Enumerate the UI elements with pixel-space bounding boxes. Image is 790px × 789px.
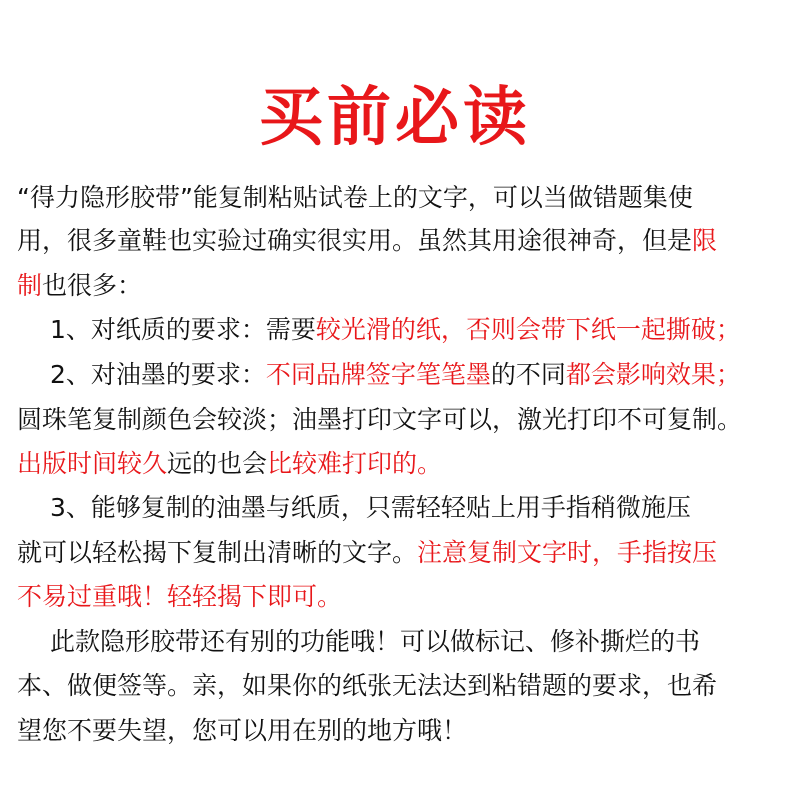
text-line [17, 579, 777, 615]
text-line [17, 312, 777, 348]
body-text: 此款隐形胶带还有别的功能哦！可以做标记、修补撕烂的书 [17, 627, 700, 656]
page-title: 买前必读 [259, 81, 531, 155]
body-text: 就可以轻松揭下复制出清晰的文字。 [17, 538, 418, 567]
text-line [17, 624, 777, 660]
body-text: “得力隐形胶带”能复制粘贴试卷上的文字，可以当做错题集使 [17, 183, 693, 212]
body-text: 3、能够复制的油墨与纸质，只需轻轻贴上用手指稍微施压 [17, 493, 691, 522]
text-line [17, 268, 777, 304]
body-text: 2、对油墨的要求： [17, 360, 266, 389]
highlight-text: 都会影响效果； [565, 360, 741, 389]
text-line [17, 668, 777, 704]
body-text: 远的也会 [167, 449, 268, 478]
text-line [17, 535, 777, 571]
text-line [17, 490, 777, 526]
highlight-text: 限 [692, 226, 718, 255]
text-line [17, 446, 777, 482]
text-line [17, 223, 777, 259]
highlight-text: 不易过重哦！轻轻揭下即可。 [17, 582, 343, 611]
highlight-text: 比较难打印的。 [267, 449, 443, 478]
body-text: 望您不要失望，您可以用在别的地方哦！ [17, 716, 468, 745]
body-text: 1、对纸质的要求：需要 [17, 315, 316, 344]
text-line [17, 357, 777, 393]
body-text: 用，很多童鞋也实验过确实很实用。虽然其用途很神奇，但是 [17, 226, 693, 255]
highlight-text: 较光滑的纸，否则会带下纸一起撕破； [315, 315, 741, 344]
highlight-text: 制 [17, 271, 43, 300]
text-line [17, 402, 777, 438]
highlight-text: 不同品牌签字笔笔墨 [265, 360, 491, 389]
text-line [17, 180, 777, 216]
text-line [17, 713, 777, 749]
body-text: 也很多： [42, 271, 143, 300]
highlight-text: 出版时间较久 [17, 449, 168, 478]
body-text: 的不同 [490, 360, 566, 389]
highlight-text: 注意复制文字时，手指按压 [417, 538, 718, 567]
body-text: 圆珠笔复制颜色会较淡；油墨打印文字可以，激光打印不可复制。 [17, 405, 743, 434]
body-text: 本、做便签等。亲，如果你的纸张无法达到粘错题的要求，也希 [17, 671, 718, 700]
